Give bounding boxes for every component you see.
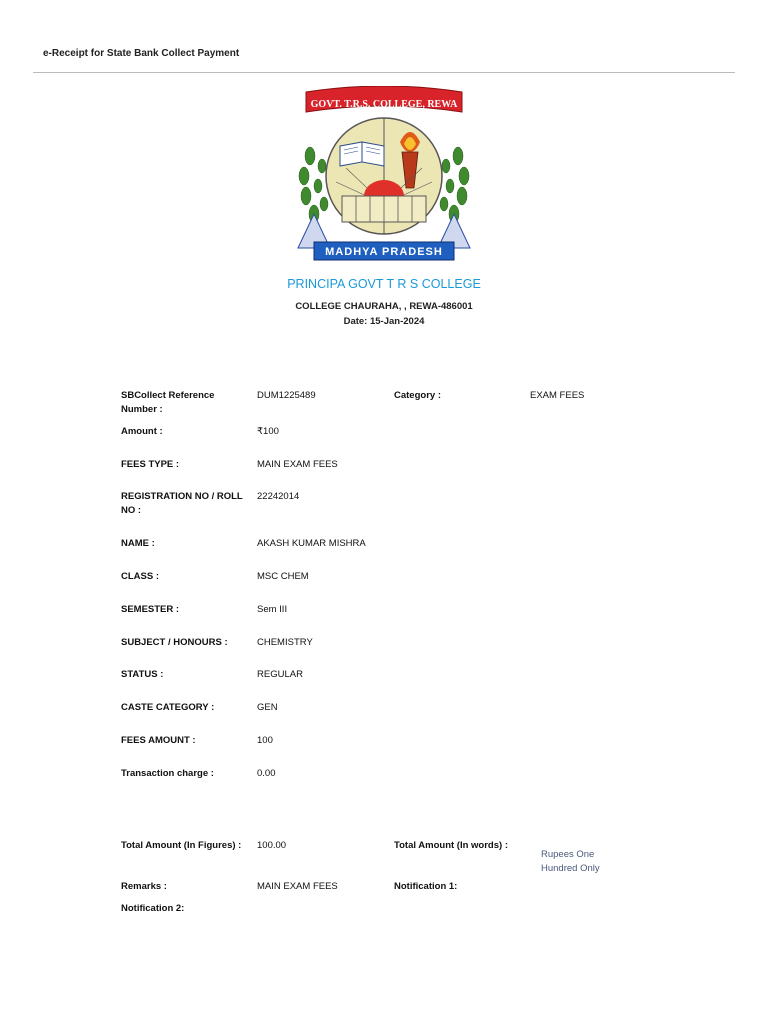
total-figures-label: Total Amount (In Figures) : — [121, 840, 242, 851]
logo-top-text: GOVT. T.R.S. COLLEGE, REWA — [310, 99, 458, 110]
book-icon — [340, 142, 384, 166]
ref-value: DUM1225489 — [257, 390, 316, 401]
caste-label: CASTE CATEGORY : — [121, 702, 215, 713]
category-label: Category : — [394, 390, 441, 401]
name-label: NAME : — [121, 538, 155, 549]
college-logo — [296, 86, 472, 264]
notification-2-label: Notification 2: — [121, 903, 185, 914]
semester-value: Sem III — [257, 604, 288, 615]
status-value: REGULAR — [257, 669, 303, 680]
transaction-charge-label: Transaction charge : — [121, 768, 214, 779]
amount-label: Amount : — [121, 426, 163, 437]
registration-label: REGISTRATION NO / ROLL NO : — [121, 491, 243, 516]
subject-value: CHEMISTRY — [257, 637, 313, 648]
status-label: STATUS : — [121, 669, 164, 680]
caste-value: GEN — [257, 702, 278, 713]
semester-label: SEMESTER : — [121, 604, 180, 615]
fees-amount-value: 100 — [257, 735, 273, 746]
amount-value: ₹100 — [257, 426, 279, 437]
remarks-value: MAIN EXAM FEES — [257, 881, 338, 892]
fees-amount-label: FEES AMOUNT : — [121, 735, 196, 746]
logo-bottom-text: MADHYA PRADESH — [325, 246, 443, 258]
class-label: CLASS : — [121, 571, 159, 582]
remarks-label: Remarks : — [121, 881, 167, 892]
subject-label: SUBJECT / HONOURS : — [121, 637, 228, 648]
laurel-left — [299, 147, 328, 223]
total-words-label: Total Amount (In words) : — [394, 840, 508, 851]
name-value: AKASH KUMAR MISHRA — [257, 538, 366, 549]
receipt-date: Date: 15-Jan-2024 — [343, 316, 425, 327]
transaction-charge-value: 0.00 — [257, 768, 276, 779]
registration-value: 22242014 — [257, 491, 300, 502]
total-figures-value: 100.00 — [257, 840, 287, 851]
receipt-title: e-Receipt for State Bank Collect Payment — [43, 48, 240, 59]
ref-label: SBCollect Reference Number : — [121, 390, 215, 415]
total-words-value: Rupees One Hundred Only — [541, 849, 600, 874]
category-value: EXAM FEES — [530, 390, 585, 401]
notification-1-label: Notification 1: — [394, 881, 458, 892]
college-name: PRINCIPA GOVT T R S COLLEGE — [287, 277, 481, 291]
class-value: MSC CHEM — [257, 571, 309, 582]
fees-type-label: FEES TYPE : — [121, 459, 180, 470]
fees-type-value: MAIN EXAM FEES — [257, 459, 338, 470]
laurel-right — [440, 147, 469, 223]
header-divider — [33, 72, 735, 73]
college-address: COLLEGE CHAURAHA, , REWA-486001 — [295, 301, 473, 312]
